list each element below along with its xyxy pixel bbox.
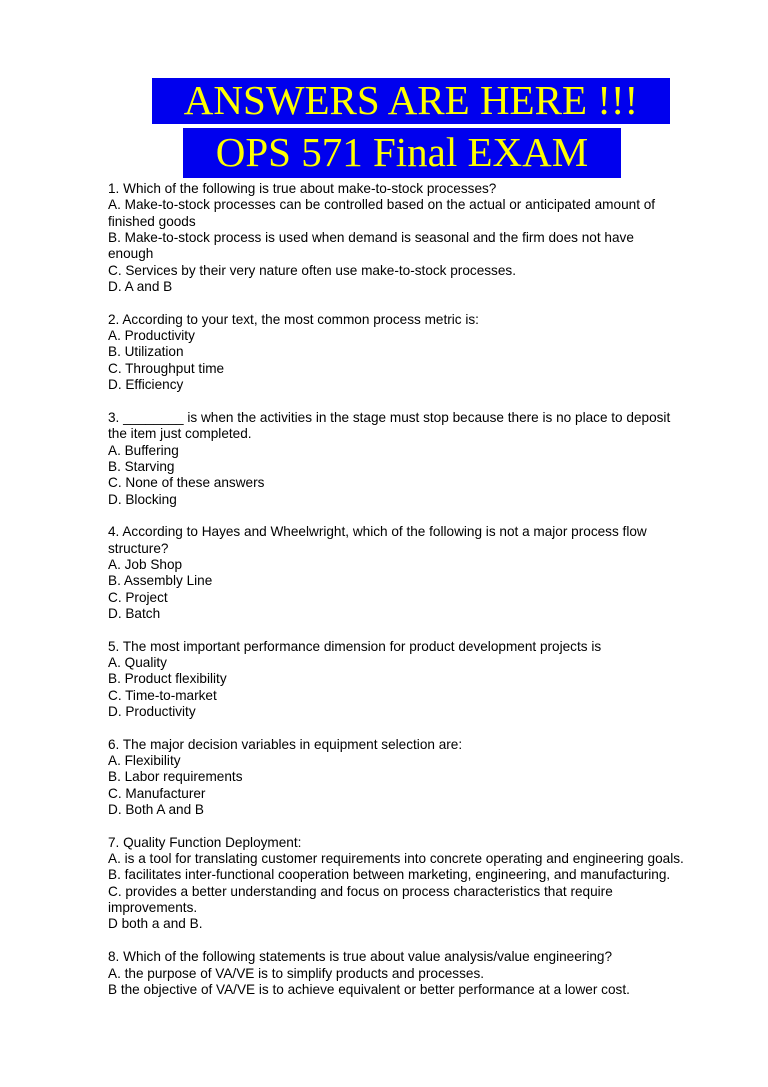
question-text: 5. The most important performance dimension for product development projects is [108, 638, 602, 654]
question-line: D. Batch [108, 605, 161, 621]
banner-heading-answers: ANSWERS ARE HERE !!! [152, 78, 670, 124]
question-line: structure? [108, 540, 169, 556]
question-line: B. Starving [108, 458, 175, 474]
question-line: C. Manufacturer [108, 785, 206, 801]
question-line: C. Services by their very nature often use make-to-stock processes. [108, 262, 516, 278]
question-line: C. Project [108, 589, 168, 605]
question-block [108, 835, 728, 933]
questions-list [108, 181, 728, 1015]
question-line: improvements. [108, 900, 198, 916]
question-line: finished goods [108, 213, 196, 229]
question-line: A. Buffering [108, 442, 179, 458]
question-line: D. Productivity [108, 704, 196, 719]
question-line: B. Utilization [108, 344, 184, 360]
question-block [108, 312, 728, 394]
question-line: A. Make-to-stock processes can be controlled based on the actual or anticipated amount of [108, 197, 656, 213]
question-line: B the objective of VA/VE is to achieve equivalent or better performance at a lower cost. [108, 981, 630, 997]
question-line: A. is a tool for translating customer requirements into concrete operating and engineering goals. [108, 851, 684, 867]
question-block [108, 410, 728, 508]
question-block [108, 949, 728, 998]
question-line: D. A and B [108, 279, 173, 295]
question-line: A. Flexibility [108, 753, 181, 769]
question-line: B. Assembly Line [108, 573, 213, 589]
question-text: 4. According to Hayes and Wheelwright, which of the following is not a major process flow [108, 524, 647, 540]
question-line: D. Efficiency [108, 377, 184, 393]
question-block [108, 639, 728, 721]
question-line: B. Product flexibility [108, 671, 227, 687]
question-line: enough [108, 246, 154, 262]
question-text: 2. According to your text, the most common process metric is: [108, 311, 479, 327]
question-line: A. the purpose of VA/VE is to simplify products and processes. [108, 965, 485, 981]
question-line: D both a and B. [108, 916, 203, 932]
question-text: 6. The major decision variables in equipment selection are: [108, 736, 463, 752]
question-line: B. Labor requirements [108, 769, 243, 785]
question-text: 1. Which of the following is true about make-to-stock processes? [108, 181, 497, 196]
question-line: C. provides a better understanding and focus on process characteristics that require [108, 883, 613, 899]
banner-heading-exam-title: OPS 571 Final EXAM [183, 128, 621, 178]
question-line: C. Throughput time [108, 360, 225, 376]
question-line: the item just completed. [108, 426, 252, 442]
question-text: 8. Which of the following statements is true about value analysis/value engineering? [108, 949, 613, 965]
question-block [108, 737, 728, 819]
question-block [108, 524, 728, 622]
question-block [108, 181, 728, 295]
question-line: B. facilitates inter-functional cooperation between marketing, engineering, and manufacturing. [108, 867, 671, 883]
question-text: 3. ________ is when the activities in the stage must stop because there is no place to deposit [108, 409, 671, 425]
question-line: C. Time-to-market [108, 687, 217, 703]
question-line: A. Productivity [108, 328, 195, 344]
question-line: D. Both A and B [108, 802, 204, 818]
question-text: 7. Quality Function Deployment: [108, 834, 302, 850]
question-line: A. Quality [108, 654, 167, 670]
question-line: B. Make-to-stock process is used when demand is seasonal and the firm does not have [108, 230, 634, 246]
question-line: A. Job Shop [108, 556, 183, 572]
question-line: C. None of these answers [108, 475, 265, 491]
question-line: D. Blocking [108, 491, 177, 507]
